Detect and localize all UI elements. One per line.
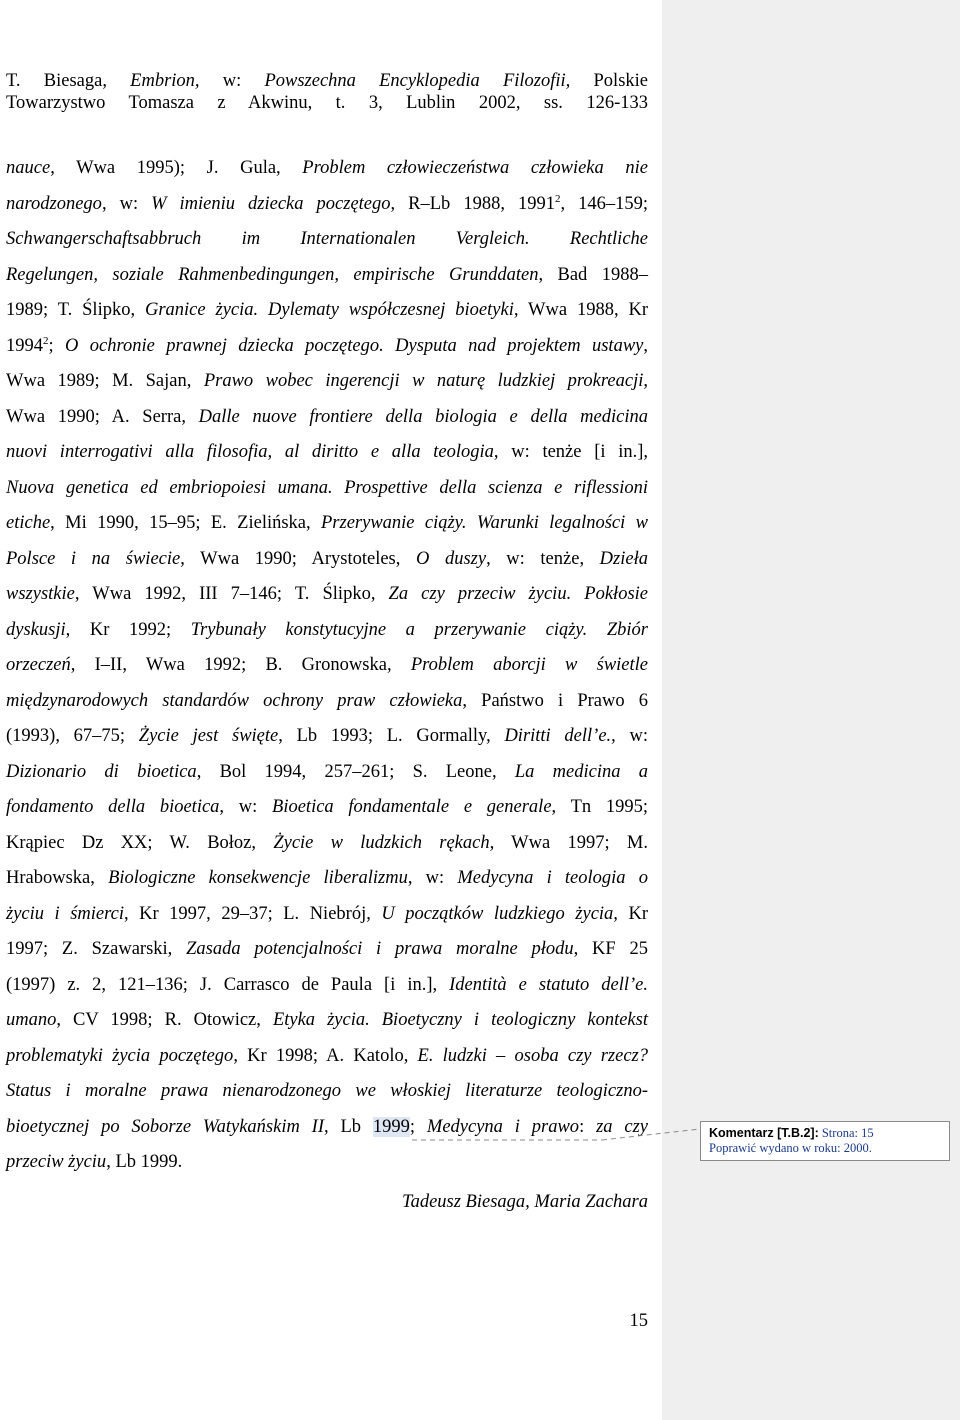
- text-segment: , w:: [219, 797, 273, 817]
- italic-segment: Regelungen, soziale Rahmenbedingungen, empirische Grunddaten: [6, 264, 539, 285]
- citation-author: T. Biesaga,: [6, 71, 131, 91]
- text-segment: , w: tenże [i in.],: [493, 442, 648, 462]
- citation-work: Powszechna Encyklopedia Filozofii,: [264, 71, 571, 91]
- italic-segment: orzeczeń: [6, 655, 71, 675]
- text-line: [6, 613, 648, 649]
- text-line: [6, 151, 648, 187]
- italic-segment: O duszy: [416, 548, 487, 569]
- text-line: [6, 861, 648, 897]
- italic-segment: bioetycznej po Soborze Watykańskim II: [6, 1116, 325, 1137]
- italic-segment: O ochronie prawnej dziecka poczętego. Dysputa nad projektem ustawy: [65, 335, 644, 356]
- italic-segment: międzynarodowych standardów ochrony praw człowieka: [6, 690, 463, 711]
- bibliography-text: [6, 151, 648, 1181]
- text-line: [6, 222, 648, 258]
- italic-segment: Schwangerschaftsabbruch im Internationalen Vergleich. Rechtliche: [6, 229, 648, 249]
- superscript: 2: [43, 334, 49, 347]
- italic-segment: Dzieła: [599, 548, 648, 569]
- text-segment: Kr: [617, 903, 648, 924]
- text-line: [6, 187, 648, 223]
- italic-segment: Życie jest święte: [138, 726, 279, 746]
- italic-segment: dyskusji: [6, 619, 66, 640]
- italic-segment: fondamento della bioetica: [6, 797, 220, 817]
- superscript: 2: [554, 192, 561, 205]
- text-segment: , Lb: [324, 1116, 373, 1137]
- text-segment: , w: tenże,: [486, 548, 600, 569]
- text-line: [6, 897, 648, 933]
- italic-segment: Prawo wobec ingerencji w naturę ludzkiej prokreacji: [203, 371, 644, 391]
- italic-segment: wszystkie: [6, 584, 75, 604]
- text-segment: , Wwa 1990; Arystoteles,: [180, 548, 416, 569]
- comment-page: Strona: 15: [818, 1126, 874, 1140]
- text-segment: , KF 25: [573, 939, 648, 959]
- text-segment: Krąpiec Dz XX; W. Bołoz,: [6, 832, 274, 853]
- italic-segment: E. ludzki – osoba czy rzecz?: [417, 1045, 648, 1066]
- text-line: [6, 719, 648, 755]
- italic-segment: U początków ludzkiego życia,: [381, 903, 618, 924]
- text-segment: , I–II, Wwa 1992; B. Gronowska,: [70, 655, 411, 675]
- italic-segment: Życie w ludzkich rękach,: [273, 832, 495, 853]
- text-line: [6, 435, 648, 471]
- comment-balloon[interactable]: [700, 1121, 950, 1161]
- text-line: [6, 1039, 648, 1075]
- text-line: [6, 577, 648, 613]
- text-segment: , w:: [611, 726, 649, 746]
- italic-segment: nauce: [6, 158, 51, 178]
- italic-segment: Dizionario di bioetica: [6, 761, 197, 782]
- text-segment: ,: [643, 335, 649, 356]
- italic-segment: Problem aborcji w świetle: [410, 655, 648, 675]
- citation-line-1: [6, 64, 648, 91]
- italic-segment: umano: [6, 1010, 57, 1030]
- comment-text: Poprawić wydano w roku: 2000.: [709, 1141, 872, 1155]
- text-segment: , Bad 1988–: [538, 264, 648, 285]
- italic-segment: Medycyna i teologia o: [457, 868, 648, 888]
- text-segment: ;: [409, 1116, 427, 1137]
- italic-segment: Dalle nuove frontiere della biologia e della medicina: [198, 406, 648, 427]
- text-segment: , Wwa 1992, III 7–146; T. Ślipko,: [74, 584, 389, 604]
- text-segment: , Kr 1997, 29–37; L. Niebrój,: [123, 903, 382, 924]
- text-segment: , 146–159;: [560, 193, 649, 214]
- italic-segment: Trybunały konstytucyjne a przerywanie ciąży. Zbiór: [190, 619, 648, 640]
- text-segment: , Kr 1998; A. Katolo,: [233, 1045, 418, 1066]
- text-segment: :: [579, 1116, 597, 1137]
- text-segment: (1993), 67–75;: [6, 726, 139, 746]
- text-segment: Hrabowska,: [6, 868, 109, 888]
- italic-segment: etiche: [6, 513, 51, 533]
- text-segment: Wwa 1990; A. Serra,: [6, 406, 199, 427]
- italic-segment: za czy: [596, 1116, 648, 1137]
- italic-segment: Problem człowieczeństwa człowieka nie: [302, 158, 648, 178]
- comment-author: Komentarz [T.B.2]:: [709, 1126, 819, 1140]
- text-line: [6, 1074, 648, 1110]
- italic-segment: La medicina a: [514, 761, 648, 782]
- text-line: [6, 506, 648, 542]
- italic-segment: Bioetica fondamentale e generale: [272, 797, 552, 817]
- text-segment: , Kr 1992;: [65, 619, 191, 640]
- text-segment: , CV 1998; R. Otowicz,: [56, 1010, 273, 1030]
- text-segment: , Bol 1994, 257–261; S. Leone,: [196, 761, 515, 782]
- text-segment: 1989; T. Ślipko,: [6, 300, 145, 320]
- italic-segment: Granice życia. Dylematy współczesnej bioetyki: [144, 300, 514, 320]
- text-line: [6, 400, 648, 436]
- citation-sep: w:: [199, 71, 265, 91]
- text-segment: , Tn 1995;: [551, 797, 649, 817]
- text-segment: , Lb 1993; L. Gormally,: [278, 726, 505, 746]
- italic-segment: narodzonego: [6, 193, 102, 214]
- italic-segment: Przerywanie ciąży. Warunki legalności w: [321, 513, 648, 533]
- text-line: [6, 329, 648, 365]
- commented-text-highlight: 1999: [372, 1116, 410, 1137]
- text-segment: , Państwo i Prawo 6: [462, 690, 648, 711]
- page-number: 15: [629, 1311, 648, 1331]
- text-segment: 1997; Z. Szawarski,: [6, 939, 187, 959]
- italic-segment: Nuova genetica ed embriopoiesi umana. Prospettive della scienza e riflessioni: [6, 477, 648, 498]
- text-line: [6, 258, 648, 294]
- italic-segment: Medycyna i prawo: [426, 1116, 580, 1137]
- text-line: [6, 755, 648, 791]
- italic-segment: Biologiczne konsekwencje liberalizmu: [108, 868, 408, 888]
- text-segment: Wwa 1997; M.: [494, 832, 648, 853]
- author-signature: Tadeusz Biesaga, Maria Zachara: [401, 1192, 648, 1212]
- citation-line-2: Towarzystwo Tomasza z Akwinu, t. 3, Lublin 2002, ss. 126-133: [6, 93, 648, 113]
- text-line: [6, 648, 648, 684]
- italic-segment: Identità e statuto dell’e.: [449, 974, 648, 995]
- text-line: [6, 790, 648, 826]
- text-line: [6, 1003, 648, 1039]
- citation-title: Embrion,: [130, 71, 200, 91]
- text-segment: (1997) z. 2, 121–136; J. Carrasco de Paula [i in.],: [6, 974, 450, 995]
- text-line: [6, 471, 648, 507]
- text-segment: ,: [643, 371, 648, 391]
- text-segment: , R–Lb 1988, 1991: [390, 193, 555, 214]
- citation-header: [6, 64, 648, 113]
- italic-segment: Status i moralne prawa nienarodzonego we włoskiej literaturze teologiczno-: [6, 1081, 648, 1101]
- text-line: [6, 932, 648, 968]
- italic-segment: Etyka życia. Bioetyczny i teologiczny kontekst: [272, 1010, 648, 1030]
- text-segment: , Mi 1990, 15–95; E. Zielińska,: [50, 513, 321, 533]
- text-line: [6, 293, 648, 329]
- text-line: [6, 968, 648, 1004]
- text-segment: , w:: [407, 868, 458, 888]
- italic-segment: Polsce i na świecie: [6, 548, 181, 569]
- text-segment: , Lb 1999.: [106, 1152, 183, 1172]
- italic-segment: Za czy przeciw życiu. Pokłosie: [388, 584, 648, 604]
- comment-connector: [412, 1126, 702, 1146]
- italic-segment: Zasada potencjalności i prawa moralne płodu: [186, 939, 574, 959]
- text-segment: 1994: [6, 335, 43, 356]
- text-segment: ;: [48, 335, 66, 356]
- italic-segment: problematyki życia poczętego: [6, 1045, 234, 1066]
- comment-pane: [662, 0, 960, 1420]
- italic-segment: nuovi interrogativi alla filosofia, al diritto e alla teologia: [6, 442, 494, 462]
- text-segment: Wwa 1989; M. Sajan,: [6, 371, 204, 391]
- text-segment: , Wwa 1995); J. Gula,: [50, 158, 303, 178]
- italic-segment: W imieniu dziecka poczętego: [151, 193, 391, 214]
- italic-segment: życiu i śmierci: [6, 903, 124, 924]
- citation-publisher: Polskie: [570, 71, 648, 91]
- text-segment: , w:: [101, 193, 152, 214]
- text-line: [6, 1145, 648, 1181]
- text-line: [6, 684, 648, 720]
- text-line: [6, 826, 648, 862]
- italic-segment: przeciw życiu: [6, 1152, 107, 1172]
- text-line: [6, 364, 648, 400]
- text-segment: , Wwa 1988, Kr: [513, 300, 648, 320]
- italic-segment: Diritti dell’e.: [504, 726, 612, 746]
- text-line: [6, 542, 648, 578]
